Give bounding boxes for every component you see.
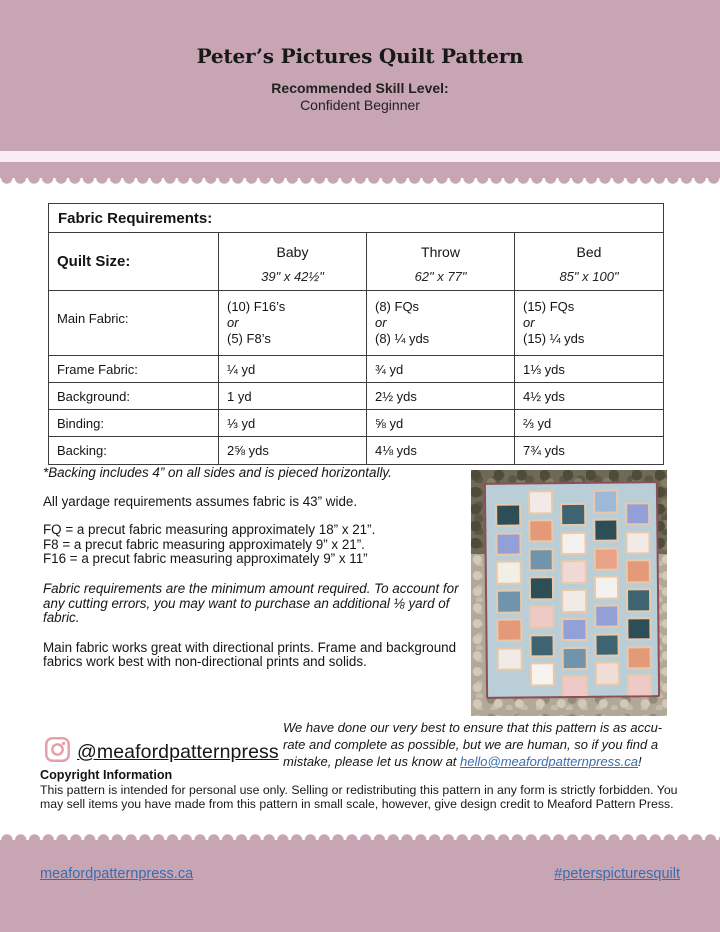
- quilt-patch: [496, 590, 522, 614]
- table-cell: 4⅛ yds: [367, 437, 515, 465]
- yardage-note: All yardage requirements assumes fabric is 43” wide.: [43, 493, 358, 509]
- assurance-line: We have done our very best to ensure that this pattern is as accu-: [283, 720, 663, 735]
- instagram-icon[interactable]: [44, 736, 71, 763]
- column-header-throw: [367, 233, 515, 291]
- fq-definition: FQ = a precut fabric measuring approximately 18” x 21”.: [43, 522, 376, 538]
- row-label: Backing:: [49, 437, 219, 465]
- assurance-paragraph: [283, 719, 675, 770]
- copyright-heading: Copyright Information: [40, 768, 173, 782]
- quilt-patch: [561, 589, 587, 613]
- minimum-note-line: Fabric requirements are the minimum amount required. To account for: [43, 580, 459, 596]
- quilt-patch: [529, 663, 555, 687]
- page-title: Peter’s Pictures Quilt Pattern: [196, 44, 524, 68]
- assurance-line-suffix: !: [638, 754, 642, 769]
- table-cell: 1⅓ yds: [515, 356, 664, 383]
- column-name: Throw: [421, 244, 460, 260]
- cell-line: or: [227, 315, 239, 330]
- quilt-patch: [626, 646, 652, 670]
- f8-definition: F8 = a precut fabric measuring approximately 9” x 21”.: [43, 536, 365, 552]
- f16-definition: F16 = a precut fabric measuring approximately 9” x 11”: [43, 551, 368, 567]
- header-scallop-edge: [0, 178, 720, 186]
- quilt-patch: [561, 618, 587, 642]
- table-cell: ¼ yd: [219, 356, 367, 383]
- cell-line: or: [523, 315, 535, 330]
- assurance-line: rate and complete as possible, but we are human, so if you find a: [283, 737, 659, 752]
- quilt-patch: [495, 504, 521, 528]
- quilt-patch: [528, 577, 554, 601]
- table-cell: 4½ yds: [515, 383, 664, 410]
- quilt-patch: [560, 503, 586, 527]
- quilt-patch: [594, 662, 620, 686]
- table-cell: [367, 291, 515, 356]
- quilt-patch: [528, 520, 554, 544]
- cell-line: (15) ¼ yds: [523, 331, 585, 346]
- quilt-size-row: [49, 233, 664, 291]
- quilt-patch: [527, 491, 553, 515]
- backing-row: [49, 437, 664, 465]
- table-cell: ⅓ yd: [219, 410, 367, 437]
- quilt-patch: [529, 634, 555, 658]
- column-header-baby: [219, 233, 367, 291]
- skill-level-value: Confident Beginner: [300, 97, 420, 113]
- table-cell: ¾ yd: [367, 356, 515, 383]
- hashtag-link[interactable]: #peterspicturesquilt: [554, 866, 680, 882]
- quilt-patch: [562, 675, 588, 699]
- backing-note: *Backing includes 4” on all sides and is pieced horizontally.: [43, 465, 392, 480]
- frame-fabric-row: [49, 356, 664, 383]
- footer-band: [0, 840, 720, 932]
- quilt-photo: [471, 470, 667, 716]
- cell-line: (8) FQs: [375, 299, 420, 314]
- minimum-note-line: any cutting errors, you may want to purchase an additional ⅛ yard of: [43, 595, 450, 611]
- column-header-bed: [515, 233, 664, 291]
- cell-line: (5) F8’s: [227, 331, 271, 346]
- table-cell: 1 yd: [219, 383, 367, 410]
- header-band: [0, 0, 720, 178]
- column-size: 39" x 42½": [261, 269, 324, 284]
- table-title: Fabric Requirements:: [49, 204, 664, 233]
- email-link[interactable]: hello@meafordpatternpress.ca: [460, 754, 638, 769]
- column-size: 62" x 77": [414, 269, 467, 284]
- copyright-line: may sell items you have made from this pattern in small scale, however, give design credit to Meaford Pattern Press.: [40, 796, 674, 811]
- quilt-patch: [625, 503, 651, 527]
- row-label: Binding:: [49, 410, 219, 437]
- copyright-body: [40, 784, 700, 812]
- assurance-line: [283, 753, 675, 770]
- quilt-size-label: Quilt Size:: [49, 233, 219, 291]
- quilt-patch: [592, 519, 618, 543]
- quilt-patch: [495, 533, 521, 557]
- column-name: Bed: [576, 244, 602, 260]
- table-cell: 2½ yds: [367, 383, 515, 410]
- quilt-patch: [593, 576, 619, 600]
- quilt-patch: [625, 560, 651, 584]
- assurance-line-prefix: mistake, please let us know at: [283, 754, 461, 769]
- fabric-requirements-table: [48, 203, 664, 465]
- notes-section: [43, 466, 483, 670]
- website-link[interactable]: meafordpatternpress.ca: [40, 866, 194, 882]
- skill-level-label: Recommended Skill Level:: [271, 80, 449, 96]
- cell-line: or: [375, 315, 387, 330]
- cell-line: (8) ¼ yds: [375, 331, 430, 346]
- table-cell: [219, 291, 367, 356]
- table-cell: [515, 291, 664, 356]
- quilt-patch: [592, 490, 618, 514]
- footer-scallop-edge: [0, 832, 720, 840]
- minimum-note-line: fabric.: [43, 610, 80, 626]
- quilt-patch: [594, 634, 620, 658]
- quilt-patch: [560, 532, 586, 556]
- quilt-patch: [497, 647, 523, 671]
- column-size: 85" x 100": [559, 269, 619, 284]
- cell-line: (15) FQs: [523, 299, 575, 314]
- quilt-patch: [626, 617, 652, 641]
- row-label: Main Fabric:: [49, 291, 219, 356]
- background-row: [49, 383, 664, 410]
- quilt-patch: [496, 619, 522, 643]
- table-cell: ⅝ yd: [367, 410, 515, 437]
- table-cell: 7¾ yds: [515, 437, 664, 465]
- quilt-patch: [627, 675, 653, 699]
- copyright-line: This pattern is intended for personal use only. Selling or redistributing this pattern in any form is strictly forbidden. You: [40, 783, 678, 797]
- row-label: Background:: [49, 383, 219, 410]
- directional-note-line: Main fabric works great with directional prints. Frame and background: [43, 639, 457, 655]
- row-label: Frame Fabric:: [49, 356, 219, 383]
- column-name: Baby: [276, 244, 309, 260]
- quilt: [484, 481, 661, 699]
- directional-note-line: fabrics work best with non-directional prints and solids.: [43, 654, 367, 670]
- quilt-patch: [593, 605, 619, 629]
- quilt-patch: [496, 561, 522, 585]
- table-title-row: [49, 204, 664, 233]
- quilt-patch: [626, 589, 652, 613]
- quilt-patch: [529, 606, 555, 630]
- binding-row: [49, 410, 664, 437]
- quilt-patch: [625, 531, 651, 555]
- quilt-patch: [561, 647, 587, 671]
- quilt-patch: [593, 548, 619, 572]
- table-cell: ⅔ yd: [515, 410, 664, 437]
- header-accent-stripe: [0, 151, 720, 162]
- quilt-patch: [561, 561, 587, 585]
- instagram-handle-link[interactable]: @meafordpatternpress: [77, 741, 279, 763]
- table-cell: 2⅝ yds: [219, 437, 367, 465]
- quilt-patch: [528, 548, 554, 572]
- main-fabric-row: [49, 291, 664, 356]
- cell-line: (10) F16’s: [227, 299, 286, 314]
